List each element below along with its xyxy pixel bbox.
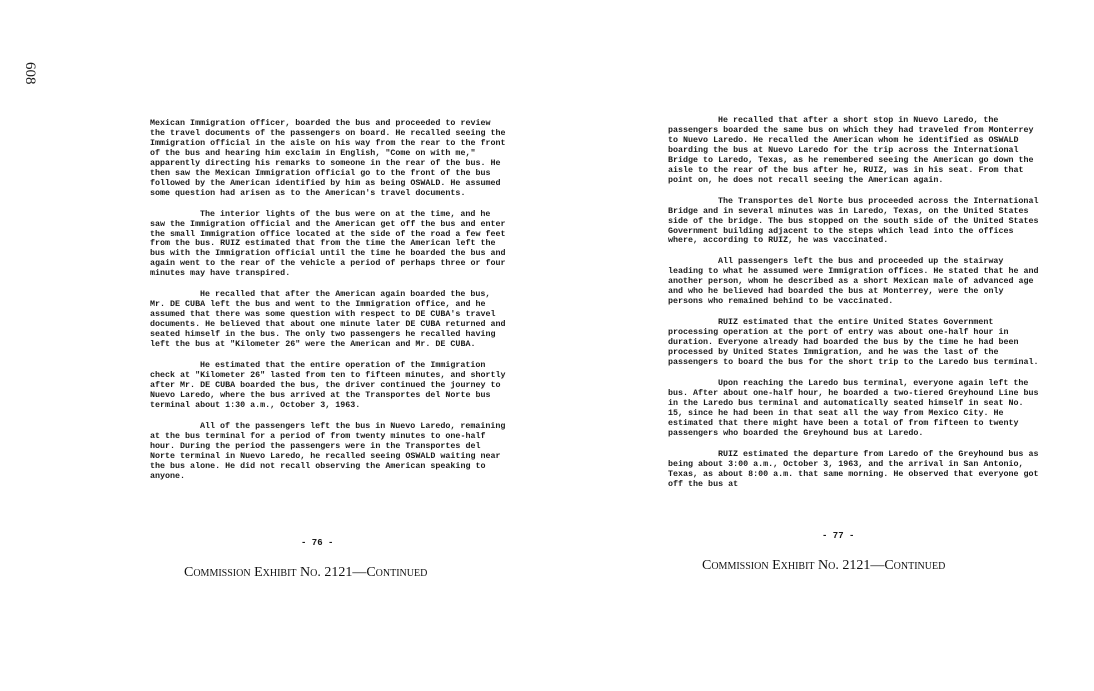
right-paragraph-5: Upon reaching the Laredo bus terminal, everyone again left the bus. After about one-half hour, he boarded a two-tiered Greyhound Line bus in the Laredo bus terminal and automatically seated himself in seat No. 15, since he had been in that seat all the way from Mexico City. He estimated that there might have been a total of from fifteen to twenty passengers who boarded the Greyhound bus at Laredo. bbox=[668, 377, 1039, 438]
right-exhibit-caption: Commission Exhibit No. 2121—Continued bbox=[702, 558, 946, 573]
right-paragraph-6: RUIZ estimated the departure from Laredo of the Greyhound bus as being about 3:00 a.m., October 3, 1963, and the arrival in San Antonio, Texas, as about 8:00 a.m. that same morning. He observed that everyone got off the bus at bbox=[668, 448, 1039, 489]
left-paragraph-1: Mexican Immigration officer, boarded the bus and proceeded to review the travel documents of the passengers on board. He recalled seeing the Immigration official in the aisle on his way from the rear to the front of the bus and hearing him exclaim in English, "Come on with me," apparently directing his remarks to someone in the rear of the bus. He then saw the Mexican Immigration official go to the front of the bus followed by the American identified by him as being OSWALD. He assumed some question had arisen as to the American's travel documents. bbox=[150, 118, 506, 198]
right-paragraph-4: RUIZ estimated that the entire United States Government processing operation at the port of entry was about one-half hour in duration. Everyone already had boarded the bus by the time he had been processed by United States Immigration, and he was the last of the passengers to board the bus for the short trip to the Laredo bus terminal. bbox=[668, 317, 1039, 368]
left-paragraph-2: The interior lights of the bus were on at the time, and he saw the Immigration official and the American get off the bus and enter the small Immigration office located at the side of the road a few feet from the bus. RUIZ estimated that from the time the American left the bus with the Immigration official until the time he boarded the bus and again went to the rear of the vehicle a period of perhaps three or four minutes may have transpired. bbox=[150, 208, 506, 279]
page-number: 608 bbox=[22, 62, 38, 85]
right-paragraph-1: He recalled that after a short stop in Nuevo Laredo, the passengers boarded the same bus on which they had traveled from Monterrey to Nuevo Laredo. He recalled the American whom he identified as OSWALD boarding the bus at Nuevo Laredo for the trip across the International Bridge to Laredo, Texas, as he remembered seeing the American go down the aisle to the rear of the bus after he, RUIZ, was in his seat. From that point on, he does not recall seeing the American again. bbox=[668, 115, 1034, 185]
right-paragraph-2: The Transportes del Norte bus proceeded across the International Bridge and in several minutes was in Laredo, Texas, on the United States side of the bridge. The bus stopped on the south side of the United States Government building adjacent to the steps which lead into the offices where, according to RUIZ, he was vaccinated. bbox=[668, 195, 1039, 246]
right-page-text bbox=[668, 116, 1040, 501]
left-folio: - 76 - bbox=[301, 538, 334, 548]
left-paragraph-4: He estimated that the entire operation of the Immigration check at "Kilometer 26" lasted from ten to fifteen minutes, and shortly after Mr. DE CUBA boarded the bus, the driver continued the journey to Nuevo Laredo, where the bus arrived at the Transportes del Norte bus terminal about 1:30 a.m., October 3, 1963. bbox=[150, 360, 506, 410]
left-paragraph-3: He recalled that after the American again boarded the bus, Mr. DE CUBA left the bus and went to the Immigration office, and he assumed that there was some question with respect to DE CUBA's travel documents. He believed that about one minute later DE CUBA returned and seated himself in the bus. The only two passengers he recalled having left the bus at "Kilometer 26" were the American and Mr. DE CUBA. bbox=[150, 289, 506, 350]
left-exhibit-caption: Commission Exhibit No. 2121—Continued bbox=[184, 565, 428, 580]
right-folio: - 77 - bbox=[822, 531, 855, 541]
left-page-text bbox=[150, 119, 510, 493]
right-paragraph-3: All passengers left the bus and proceeded up the stairway leading to what he assumed were Immigration offices. He stated that he and another person, whom he described as a short Mexican male of advanced age and who he believed had boarded the bus at Monterrey, were the only persons who remained behind to be vaccinated. bbox=[668, 256, 1039, 307]
left-paragraph-5: All of the passengers left the bus in Nuevo Laredo, remaining at the bus terminal for a period of from twenty minutes to one-half hour. During the period the passengers were in the Transportes del Norte terminal in Nuevo Laredo, he recalled seeing OSWALD waiting near the bus alone. He did not recall observing the American speaking to anyone. bbox=[150, 420, 506, 481]
